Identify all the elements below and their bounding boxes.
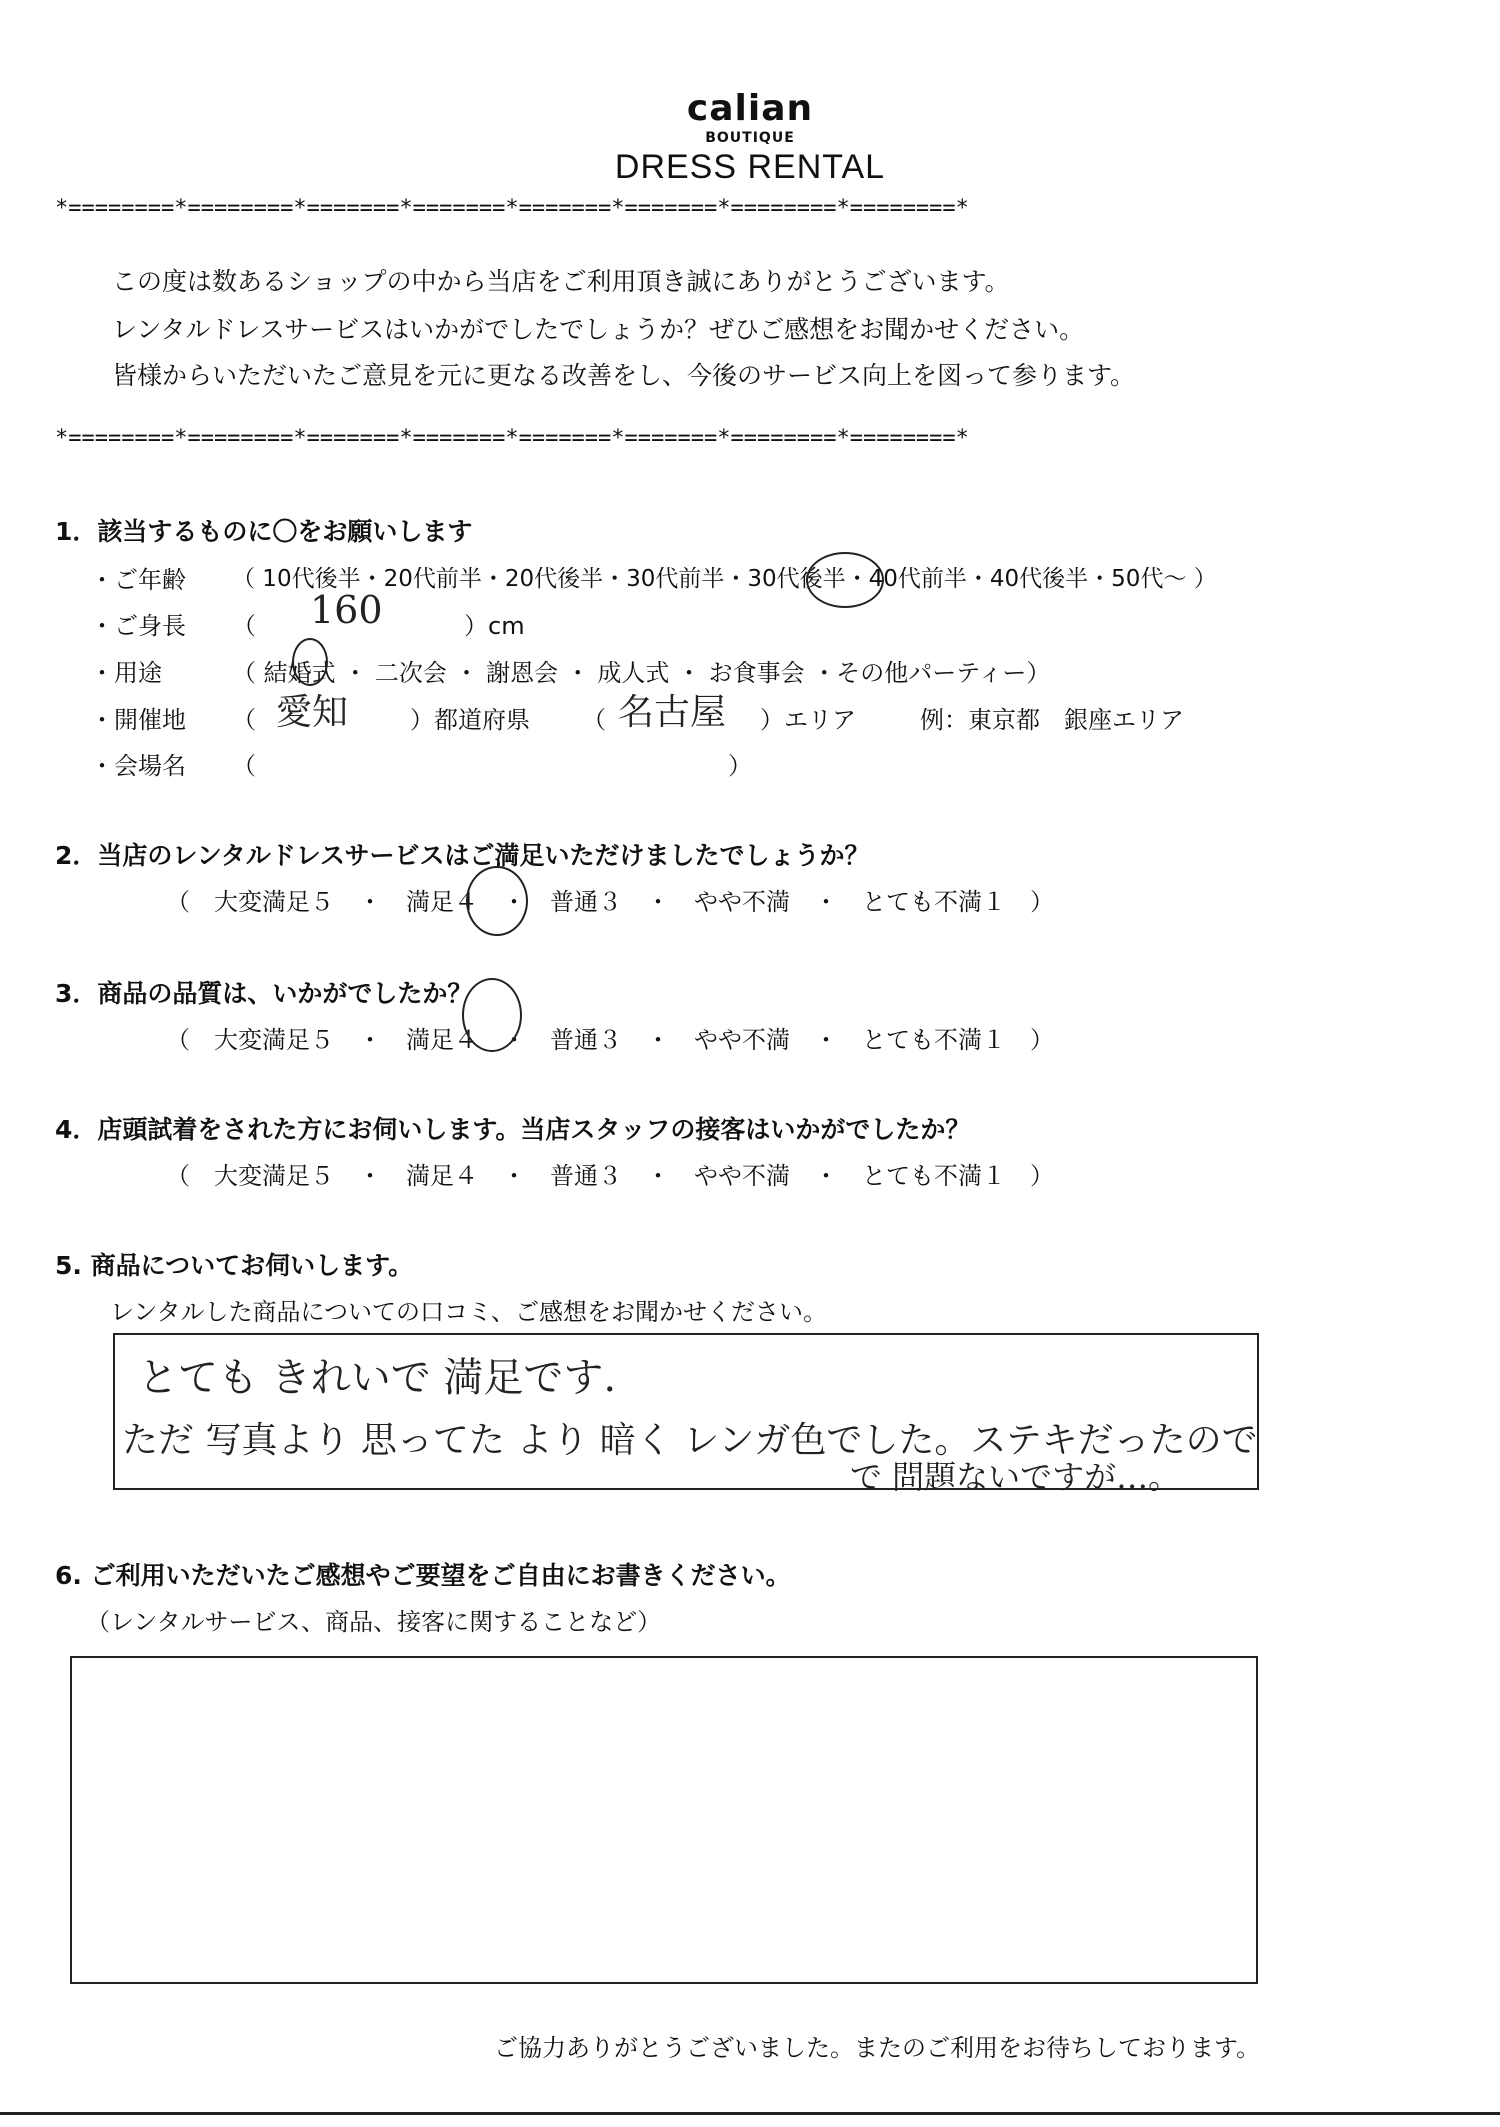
q4-options: （ 大変満足５ ・ 満足４ ・ 普通３ ・ やや不満 ・ とても不満１ ）	[166, 1162, 1054, 1190]
intro-line-2: レンタルドレスサービスはいかがでしたでしょうか？ぜひご感想をお聞かせください。	[112, 315, 1085, 344]
age-options: （ 10代後半・20代前半・20代後半・30代前半・30代後半・40代前半・40代後半・50代～ ）	[232, 566, 1217, 592]
purpose-options: （ 結婚式 ・ 二次会 ・ 謝恩会 ・ 成人式 ・ お食事会 ・その他パーティー）	[232, 659, 1051, 687]
q3-options: （ 大変満足５ ・ 満足４ ・ 普通３ ・ やや不満 ・ とても不満１ ）	[166, 1026, 1054, 1054]
q6-answer-box	[70, 1656, 1258, 1984]
footer-thanks: ご協力ありがとうございました。またのご利用をお待ちしております。	[494, 2034, 1261, 2062]
height-unit: ）cm	[464, 612, 525, 640]
logo-calian: calian	[686, 88, 814, 129]
venue-pref-value: 愛知	[276, 692, 349, 733]
height-value: 160	[310, 588, 383, 632]
venue-area-value: 名古屋	[618, 692, 727, 733]
q6-subtitle: （レンタルサービス、商品、接客に関することなど）	[86, 1608, 662, 1636]
age-label: ・ご年齢	[90, 566, 186, 594]
age-selected-circle	[806, 552, 884, 608]
divider-middle: *========*========*=======*=======*=======*=======*========*========*	[55, 426, 969, 451]
venue-example: 例：東京都 銀座エリア	[920, 706, 1184, 734]
height-label: ・ご身長	[90, 612, 186, 640]
q2-selected-circle	[466, 866, 528, 936]
q5-answer-line-1: とても きれいで 満足です.	[138, 1355, 617, 1401]
q5-answer-line-3: で 問題ないですが…。	[850, 1458, 1181, 1496]
intro-line-1: この度は数あるショップの中から当店をご利用頂き誠にありがとうございます。	[112, 267, 1010, 296]
venue-name-open: （	[232, 752, 256, 780]
q5-answer-line-2: ただ 写真より 思ってた より 暗く レンガ色でした。ステキだったので	[122, 1420, 1258, 1461]
q4-title: 4．店頭試着をされた方にお伺いします。当店スタッフの接客はいかがでしたか？	[55, 1115, 971, 1144]
venue-pref-label: ）都道府県	[410, 706, 530, 734]
purpose-selected-circle	[292, 638, 328, 686]
logo-boutique: BOUTIQUE	[705, 130, 795, 146]
q3-selected-circle	[462, 978, 522, 1052]
q2-options: （ 大変満足５ ・ 満足４ ・ 普通３ ・ やや不満 ・ とても不満１ ）	[166, 888, 1054, 916]
venue-name-label: ・会場名	[90, 752, 186, 780]
venue-label: ・開催地	[90, 706, 186, 734]
q5-subtitle: レンタルした商品についての口コミ、ご感想をお聞かせください。	[110, 1298, 827, 1326]
venue-name-close: ）	[728, 752, 752, 780]
q1-title: 1．該当するものに〇をお願いします	[55, 517, 473, 546]
q2-title: 2．当店のレンタルドレスサービスはご満足いただけましたでしょうか？	[55, 841, 870, 870]
purpose-label: ・用途	[90, 659, 162, 687]
q3-title: 3．商品の品質は、いかがでしたか？	[55, 979, 473, 1008]
scan-edge-line	[0, 2112, 1500, 2115]
intro-line-3: 皆様からいただいたご意見を元に更なる改善をし、今後のサービス向上を図って参ります。	[112, 361, 1136, 390]
venue-pref-open: （	[232, 706, 256, 734]
divider-top: *========*========*=======*=======*=======*=======*========*========*	[55, 196, 969, 221]
q6-title: 6. ご利用いただいたご感想やご要望をご自由にお書きください。	[55, 1561, 791, 1590]
venue-area-label: ）エリア	[760, 706, 856, 734]
venue-area-open: （	[582, 706, 606, 734]
logo-dress-rental: DRESS RENTAL	[614, 148, 886, 186]
height-open-paren: （	[232, 612, 256, 640]
q5-title: 5. 商品についてお伺いします。	[55, 1251, 414, 1280]
